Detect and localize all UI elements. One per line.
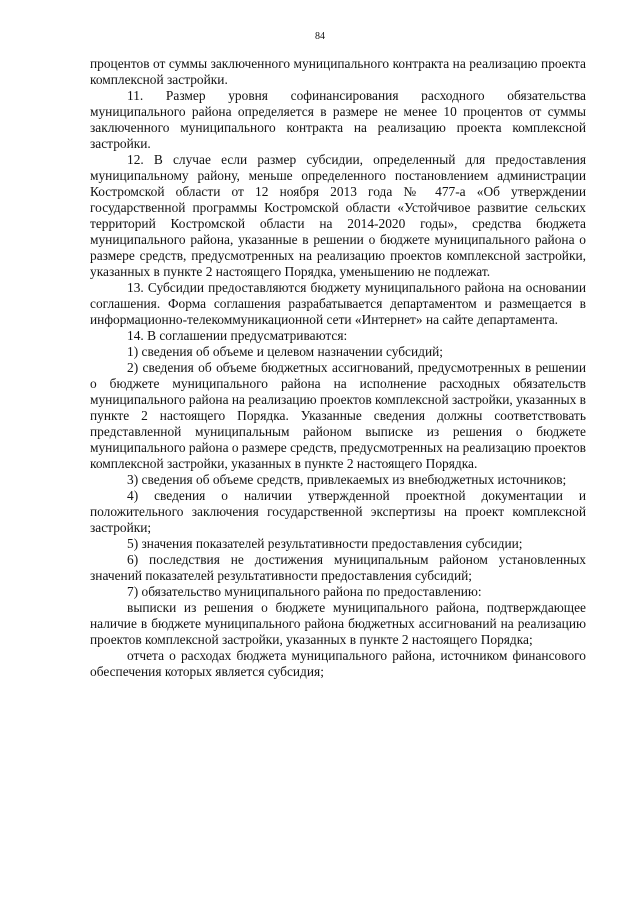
paragraph: 14. В соглашении предусматриваются: [127,328,348,343]
paragraph: 11. Размер уровня софинансирования расходного обязательства муниципального района определяется в размере не менее 10 процентов от суммы заключенного муниципального контракта на реализацию проекта комплексной застройки. [90,88,586,151]
page-number: 84 [315,31,325,42]
paragraph: процентов от суммы заключенного муниципального контракта на реализацию проекта комплексной застройки. [90,56,586,87]
paragraph: 1) сведения об объеме и целевом назначении субсидий; [127,344,444,359]
paragraph: отчета о расходах бюджета муниципального района, источником финансового обеспечения которых является субсидия; [90,648,586,679]
paragraph: 12. В случае если размер субсидии, определенный для предоставления муниципальному району, меньше определенного постановлением администрации Костромской области от 12 ноября 2013 года № 477-а «Об утверждении государственной программы Костромской области «Устойчивое развитие сельских территорий Костромской области на 2014-2020 годы», средства бюджета муниципального района, указанные в решении о бюджете муниципального района о размере средств, предусмотренных на реализацию проектов комплексной застройки, указанных в пункте 2 настоящего Порядка, уменьшению не подлежат. [90,152,586,279]
paragraph: 6) последствия не достижения муниципальным районом установленных значений показателей результативности предоставления субсидий; [90,552,586,583]
paragraph: 3) сведения об объеме средств, привлекаемых из внебюджетных источников; [127,472,567,487]
paragraph: 13. Субсидии предоставляются бюджету муниципального района на основании соглашения. Форма соглашения разрабатывается департаментом и размещается в информационно-телекоммуникационной сети «Интернет» на сайте департамента. [90,280,586,327]
paragraph: 7) обязательство муниципального района по предоставлению: [127,584,482,599]
paragraph: 5) значения показателей результативности предоставления субсидии; [127,536,523,551]
paragraph: 4) сведения о наличии утвержденной проектной документации и положительного заключения государственной экспертизы на проект комплексной застройки; [90,488,586,535]
paragraph: 2) сведения об объеме бюджетных ассигнований, предусмотренных в решении о бюджете муниципального района на исполнение расходных обязательств муниципального района на реализацию проектов комплексной застройки, указанных в пункте 2 настоящего Порядка. Указанные сведения должны соответствовать представленной муниципальным районом выписке из решения о бюджете муниципального района о размере средств, предусмотренных на реализацию проектов комплексной застройки, указанных в пункте 2 настоящего Порядка. [90,360,586,471]
document-body [90,56,586,680]
paragraph: выписки из решения о бюджете муниципального района, подтверждающее наличие в бюджете муниципального района бюджетных ассигнований на реализацию проектов комплексной застройки, указанных в пункте 2 настоящего Порядка; [90,600,586,647]
